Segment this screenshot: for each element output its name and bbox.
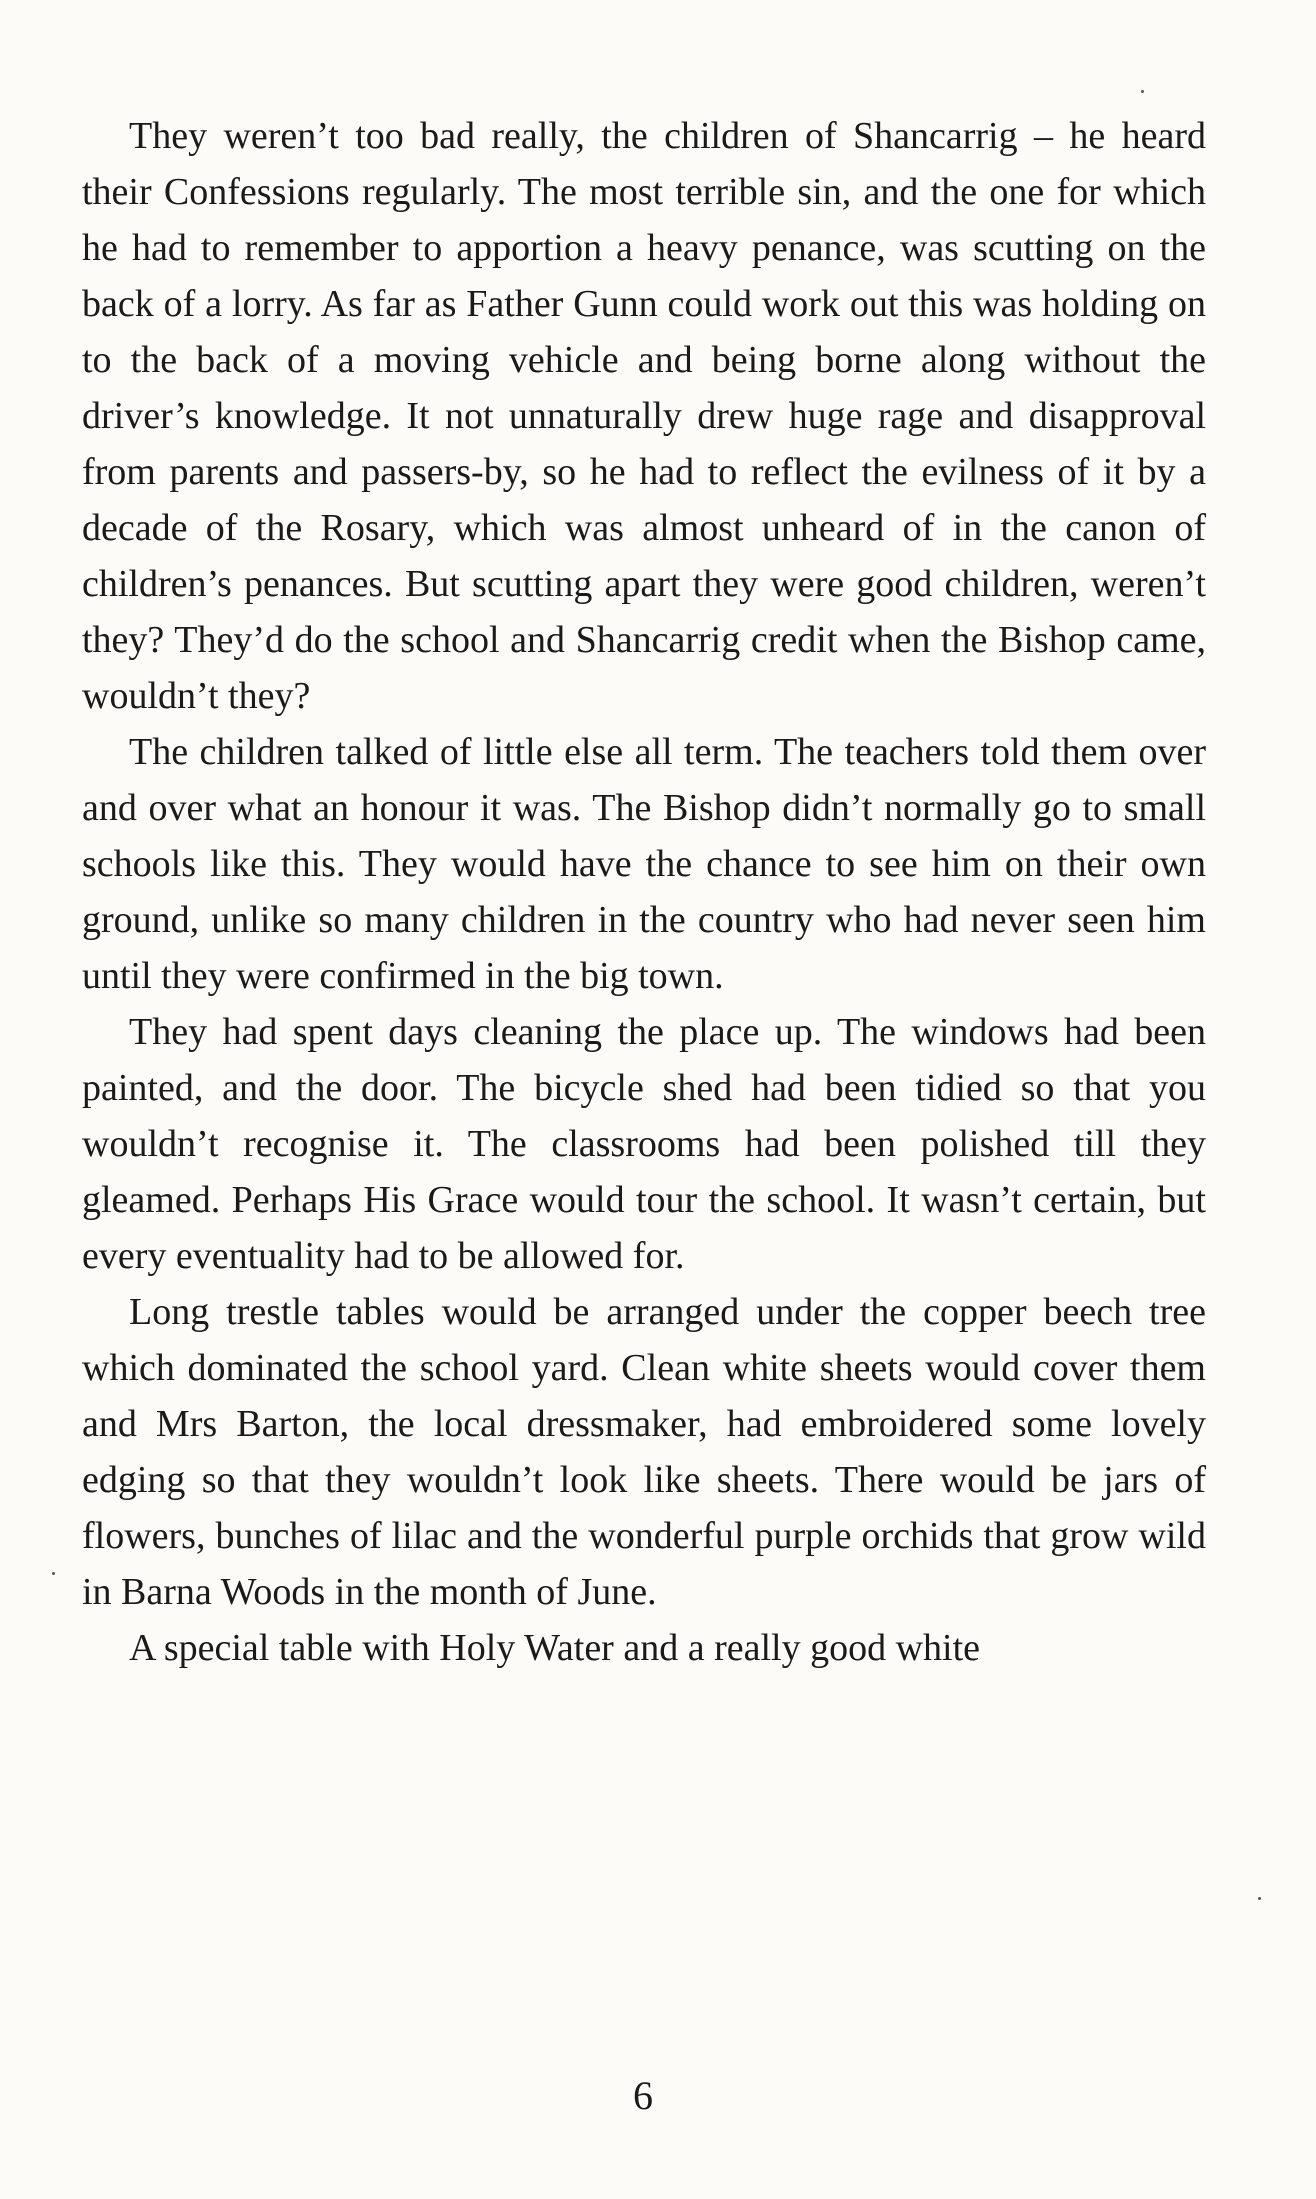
paragraph: The children talked of little else all term. The teachers told them over and over what an honour it was. The Bishop didn’t normally go to small schools like this. They would have the chance to see him on their own ground, unlike so many children in the country who had never seen him until they were confirmed in the big town. [82,731,1206,997]
page-number: 6 [633,2073,653,2118]
paragraph: They had spent days cleaning the place up. The windows had been painted, and the door. The bicycle shed had been tidied so that you wouldn’t recognise it. The classrooms had been polished till they gleamed. Perhaps His Grace would tour the school. It wasn’t certain, but every eventuality had to be allowed for. [82,1011,1206,1277]
paragraph: A special table with Holy Water and a really good white [129,1627,980,1669]
paper-speck [1141,90,1144,93]
paper-speck [1258,1897,1261,1900]
body-text [82,108,1206,1676]
paragraph: Long trestle tables would be arranged under the copper beech tree which dominated the school yard. Clean white sheets would cover them and Mrs Barton, the local dressmaker, had embroidered some lovely edging so that they wouldn’t look like sheets. There would be jars of flowers, bunches of lilac and the wonderful purple orchids that grow wild in Barna Woods in the month of June. [82,1291,1206,1613]
paragraph: They weren’t too bad really, the children of Shancarrig – he heard their Confessions regularly. The most terrible sin, and the one for which he had to remember to apportion a heavy penance, was scutting on the back of a lorry. As far as Father Gunn could work out this was holding on to the back of a moving vehicle and being borne along without the driver’s knowledge. It not unnaturally drew huge rage and disapproval from parents and passers-by, so he had to reflect the evilness of it by a decade of the Rosary, which was almost unheard of in the canon of children’s penances. But scutting apart they were good children, weren’t they? They’d do the school and Shancarrig credit when the Bishop came, wouldn’t they? [82,115,1206,717]
paper-speck [52,1572,55,1575]
